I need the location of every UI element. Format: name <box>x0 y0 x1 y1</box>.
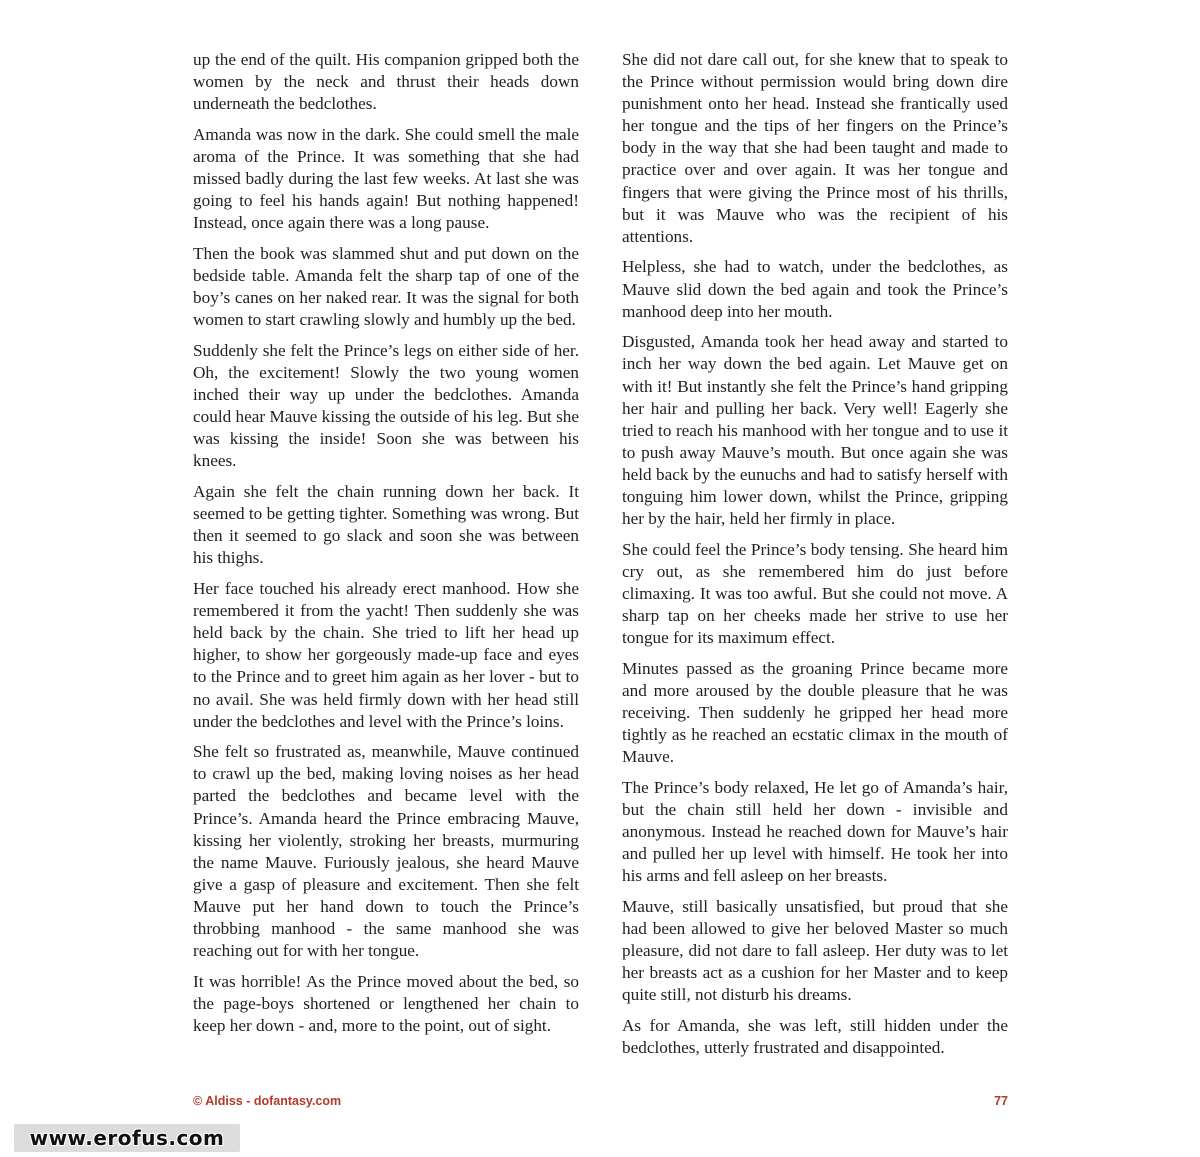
paragraph: Helpless, she had to watch, under the bedclothes, as Mauve slid down the bed again and took the Prince’s manhood deep into her mouth. <box>622 257 1008 321</box>
paragraph: As for Amanda, she was left, still hidden under the bedclothes, utterly frustrated and disappointed. <box>622 1016 1008 1058</box>
paragraph: Minutes passed as the groaning Prince became more and more aroused by the double pleasure that he was receiving. Then suddenly he gripped her head more tightly as he reached an ecstatic climax in the mouth of Mauve. <box>622 658 1008 767</box>
paragraph: Disgusted, Amanda took her head away and started to inch her way down the bed again. Let Mauve get on with it! But instantly she felt the Prince’s hand gripping her hair and pulling her back. Very well! Eagerly she tried to reach his manhood with her tongue and to use it to push away Mauve’s mouth. But once again she was held back by the eunuchs and had to satisfy herself with tonguing him lower down, whilst the Prince, gripping her by the hair, held her firmly in place. <box>622 332 1008 529</box>
footer-copyright: © Aldiss - dofantasy.com <box>193 1094 342 1108</box>
watermark: www.erofus.com <box>14 1124 240 1152</box>
paragraph: up the end of the quilt. His companion gripped both the women by the neck and thrust their heads down underneath the bedclothes. <box>193 50 579 114</box>
right-column <box>622 49 1008 1068</box>
paragraph: She felt so frustrated as, meanwhile, Mauve continued to crawl up the bed, making loving noises as her head parted the bedclothes and became level with the Prince’s. Amanda heard the Prince embracing Mauve, kissing her violently, stroking her breasts, murmuring the name Mauve. Furiously jealous, she heard Mauve give a gasp of pleasure and excitement. Then she felt Mauve put her hand down to touch the Prince’s throbbing manhood - the same manhood she was reaching out for with her tongue. <box>193 742 579 961</box>
paragraph: She could feel the Prince’s body tensing. She heard him cry out, as she remembered him do just before climaxing. It was too awful. But she could not move. A sharp tap on her cheeks made her strive to use her tongue for its maximum effect. <box>622 539 1008 648</box>
paragraph: Her face touched his already erect manhood. How she remembered it from the yacht! Then suddenly she was held back by the chain. She tried to lift her head up higher, to show her gorgeously made-up face and eyes to the Prince and to greet him again as her lover - but to no avail. She was held firmly down with her head still under the bedclothes and level with the Prince’s loins. <box>193 579 579 731</box>
paragraph: Mauve, still basically unsatisfied, but proud that she had been allowed to give her beloved Master so much pleasure, did not dare to fall asleep. Her duty was to let her breasts act as a cushion for her Master and to keep quite still, not disturb his dreams. <box>622 896 1008 1005</box>
paragraph: Suddenly she felt the Prince’s legs on either side of her. Oh, the excitement! Slowly the two young women inched their way up under the bedclothes. Amanda could hear Mauve kissing the outside of his leg. But she was kissing the inside! Soon she was between his knees. <box>193 340 579 471</box>
paragraph: Again she felt the chain running down her back. It seemed to be getting tighter. Something was wrong. But then it seemed to go slack and soon she was between his thighs. <box>193 482 579 568</box>
page-number: 77 <box>994 1094 1008 1108</box>
paragraph: It was horrible! As the Prince moved about the bed, so the page-boys shortened or lengthened her chain to keep her down - and, more to the point, out of sight. <box>193 971 579 1035</box>
paragraph: Then the book was slammed shut and put down on the bedside table. Amanda felt the sharp tap of one of the boy’s canes on her naked rear. It was the signal for both women to start crawling slowly and humbly up the bed. <box>193 243 579 330</box>
left-column <box>193 49 579 1046</box>
paragraph: She did not dare call out, for she knew that to speak to the Prince without permission would bring down dire punishment onto her head. Instead she frantically used her tongue and the tips of her fingers on the Prince’s body in the way that she had been taught and made to practice over and over again. It was her tongue and fingers that were giving the Prince most of his thrills, but it was Mauve who was the recipient of his attentions. <box>622 50 1008 246</box>
paragraph: Amanda was now in the dark. She could smell the male aroma of the Prince. It was something that she had missed badly during the last few weeks. At last she was going to feel his hands again! But nothing happened! Instead, once again there was a long pause. <box>193 124 579 233</box>
paragraph: The Prince’s body relaxed, He let go of Amanda’s hair, but the chain still held her down - invisible and anonymous. Instead he reached down for Mauve’s hair and pulled her up level with himself. He took her into his arms and fell asleep on her breasts. <box>622 777 1008 886</box>
